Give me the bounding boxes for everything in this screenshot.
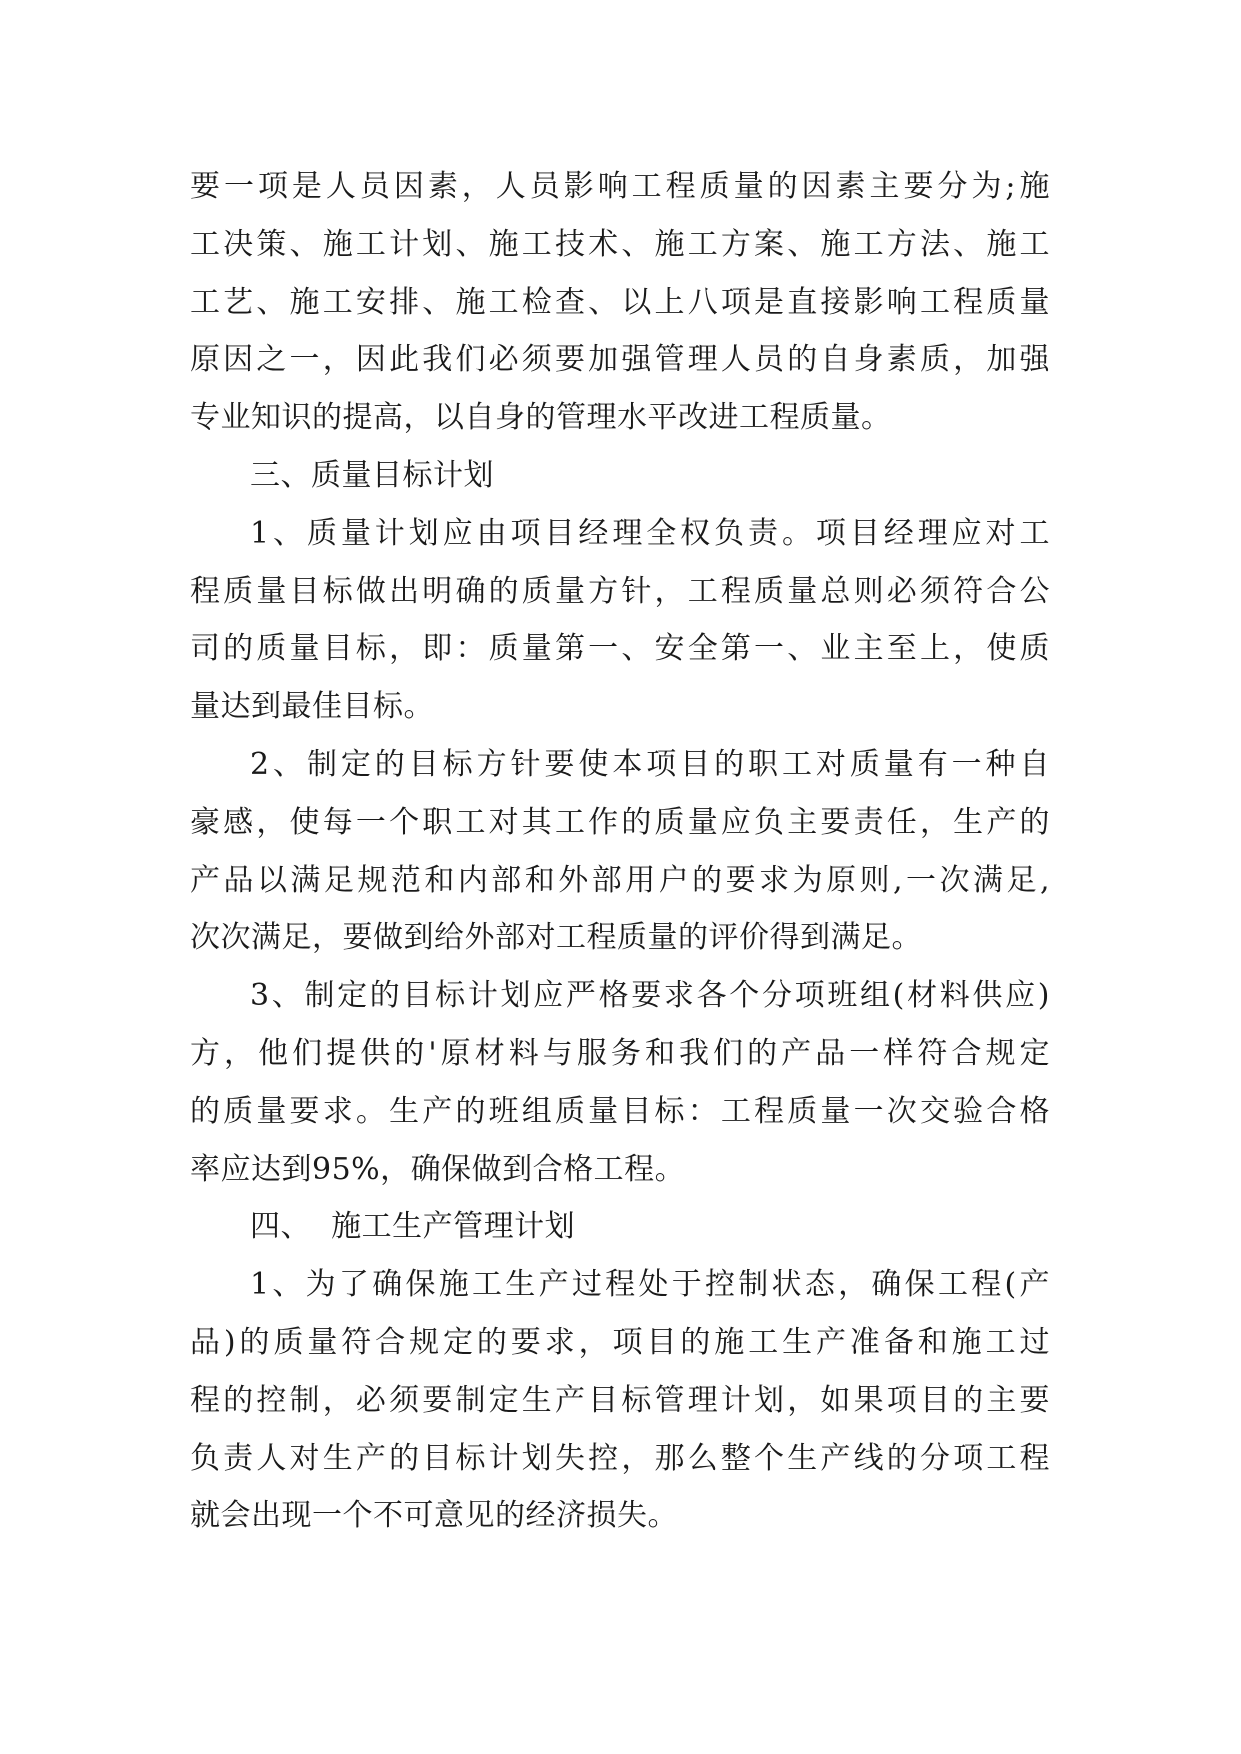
text-line: 量达到最佳目标。 — [190, 689, 434, 725]
paragraph-quality-plan-2 — [190, 736, 1050, 967]
text-line: 的质量要求。生产的班组质量目标：工程质量一次交验合格 — [190, 1093, 1050, 1129]
paragraph-quality-plan-1 — [190, 505, 1050, 736]
text-line: 豪感，使每一个职工对其工作的质量应负主要责任，生产的 — [190, 804, 1050, 840]
text-line: 工艺、施工安排、施工检查、以上八项是直接影响工程质量 — [190, 284, 1050, 320]
text-line: 要一项是人员因素，人员影响工程质量的因素主要分为;施 — [190, 169, 1050, 204]
text-line: 品)的质量符合规定的要求，项目的施工生产准备和施工过 — [190, 1324, 1050, 1360]
text-line: 原因之一，因此我们必须要加强管理人员的自身素质，加强 — [190, 342, 1050, 378]
text-line: 次次满足，要做到给外部对工程质量的评价得到满足。 — [190, 920, 922, 956]
text-line: 就会出现一个不可意见的经济损失。 — [190, 1498, 678, 1534]
paragraph-quality-plan-3 — [190, 967, 1050, 1198]
text-line: 1、质量计划应由项目经理全权负责。项目经理应对工 — [250, 515, 1050, 551]
section-heading-quality-target — [190, 447, 1050, 505]
text-line: 程质量目标做出明确的质量方针，工程质量总则必须符合公 — [190, 573, 1050, 609]
text-line: 司的质量目标，即：质量第一、安全第一、业主至上，使质 — [190, 631, 1050, 667]
text-line: 产品以满足规范和内部和外部用户的要求为原则,一次满足, — [190, 862, 1050, 898]
text-line: 2、制定的目标方针要使本项目的职工对质量有一种自 — [250, 746, 1050, 782]
text-line: 负责人对生产的目标计划失控，那么整个生产线的分项工程 — [190, 1440, 1050, 1476]
text-line: 程的控制，必须要制定生产目标管理计划，如果项目的主要 — [190, 1382, 1050, 1418]
heading-text: 四、 施工生产管理计划 — [250, 1209, 576, 1245]
text-line: 率应达到95%，确保做到合格工程。 — [190, 1151, 686, 1187]
heading-text: 三、质量目标计划 — [250, 457, 494, 493]
text-line: 3、制定的目标计划应严格要求各个分项班组(材料供应) — [250, 978, 1050, 1014]
text-line: 方，他们提供的'原材料与服务和我们的产品一样符合规定 — [190, 1035, 1050, 1071]
section-heading-production-plan — [190, 1198, 1050, 1256]
paragraph-production-plan-1 — [190, 1256, 1050, 1545]
text-line: 工决策、施工计划、施工技术、施工方案、施工方法、施工 — [190, 226, 1050, 262]
paragraph-personnel-factors — [190, 158, 1050, 447]
text-line: 专业知识的提高，以自身的管理水平改进工程质量。 — [190, 400, 892, 436]
text-line: 1、为了确保施工生产过程处于控制状态，确保工程(产 — [250, 1267, 1050, 1303]
document-body — [190, 158, 1050, 1545]
